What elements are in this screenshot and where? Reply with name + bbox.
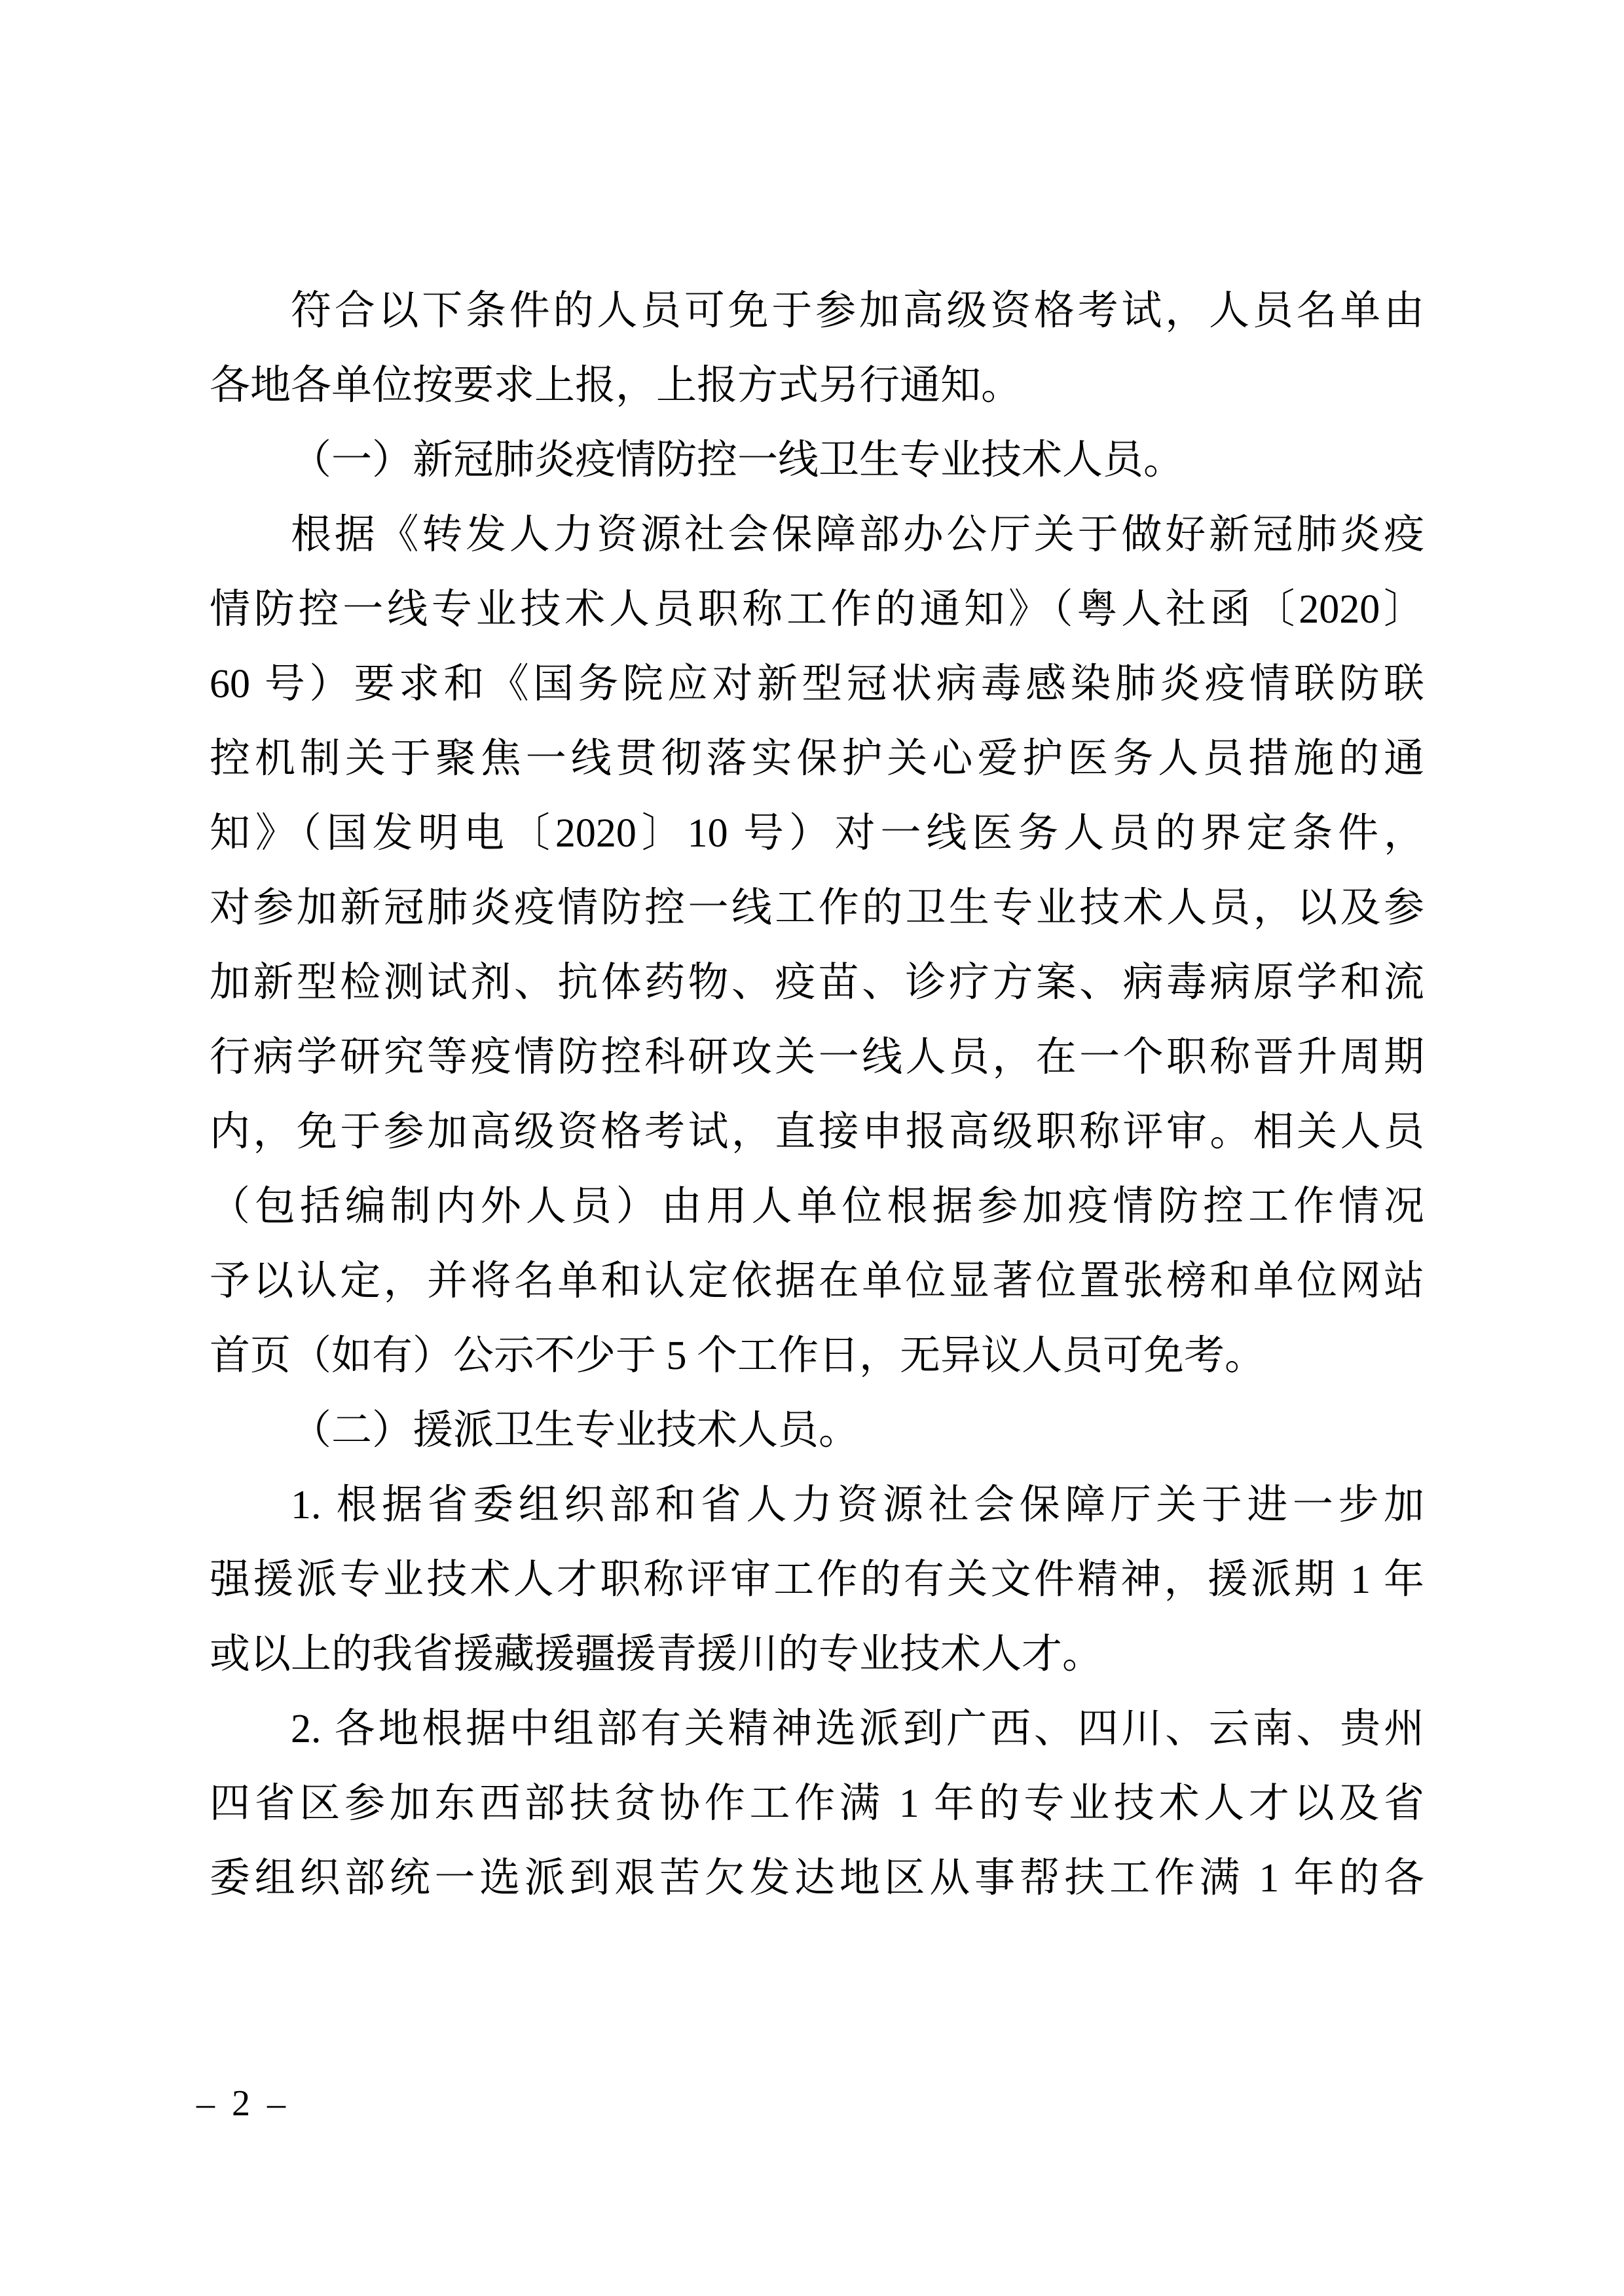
text-line: 知》（国发明电〔2020〕10 号）对一线医务人员的界定条件，: [210, 811, 1424, 856]
text-line: 2. 各地根据中组部有关精神选派到广西、四川、云南、贵州: [291, 1707, 1424, 1751]
text-line: 对参加新冠肺炎疫情防控一线工作的卫生专业技术人员，以及参: [210, 886, 1424, 930]
text-line: 根据《转发人力资源社会保障部办公厅关于做好新冠肺炎疫: [291, 513, 1424, 557]
text-line: 情防控一线专业技术人员职称工作的通知》（粤人社函〔2020〕: [210, 587, 1424, 632]
text-line: （二）援派卫生专业技术人员。: [291, 1408, 860, 1453]
text-line: 加新型检测试剂、抗体药物、疫苗、诊疗方案、病毒病原学和流: [210, 960, 1424, 1005]
text-line: 或以上的我省援藏援疆援青援川的专业技术人才。: [210, 1632, 1103, 1677]
text-line: 强援派专业技术人才职称评审工作的有关文件精神，援派期 1 年: [210, 1558, 1424, 1602]
text-line: 各地各单位按要求上报，上报方式另行通知。: [210, 363, 1022, 408]
text-block: [210, 274, 1424, 1916]
text-line: 委组织部统一选派到艰苦欠发达地区从事帮扶工作满 1 年的各: [210, 1856, 1424, 1901]
text-line: 符合以下条件的人员可免于参加高级资格考试，人员名单由: [291, 289, 1424, 333]
text-line: 60 号）要求和《国务院应对新型冠状病毒感染肺炎疫情联防联: [210, 662, 1424, 706]
text-line: 予以认定，并将名单和认定依据在单位显著位置张榜和单位网站: [210, 1259, 1424, 1303]
text-line: （包括编制内外人员）由用人单位根据参加疫情防控工作情况: [210, 1184, 1424, 1229]
text-line: 内，免于参加高级资格考试，直接申报高级职称评审。相关人员: [210, 1110, 1424, 1154]
page-number: – 2 –: [196, 2083, 289, 2124]
text-line: 控机制关于聚焦一线贯彻落实保护关心爱护医务人员措施的通: [210, 737, 1424, 781]
text-line: 首页（如有）公示不少于 5 个工作日，无异议人员可免考。: [210, 1334, 1266, 1378]
text-line: 四省区参加东西部扶贫协作工作满 1 年的专业技术人才以及省: [210, 1781, 1424, 1826]
text-line: （一）新冠肺炎疫情防控一线卫生专业技术人员。: [291, 438, 1185, 483]
text-line: 1. 根据省委组织部和省人力资源社会保障厅关于进一步加: [291, 1483, 1424, 1527]
text-line: 行病学研究等疫情防控科研攻关一线人员，在一个职称晋升周期: [210, 1035, 1424, 1080]
